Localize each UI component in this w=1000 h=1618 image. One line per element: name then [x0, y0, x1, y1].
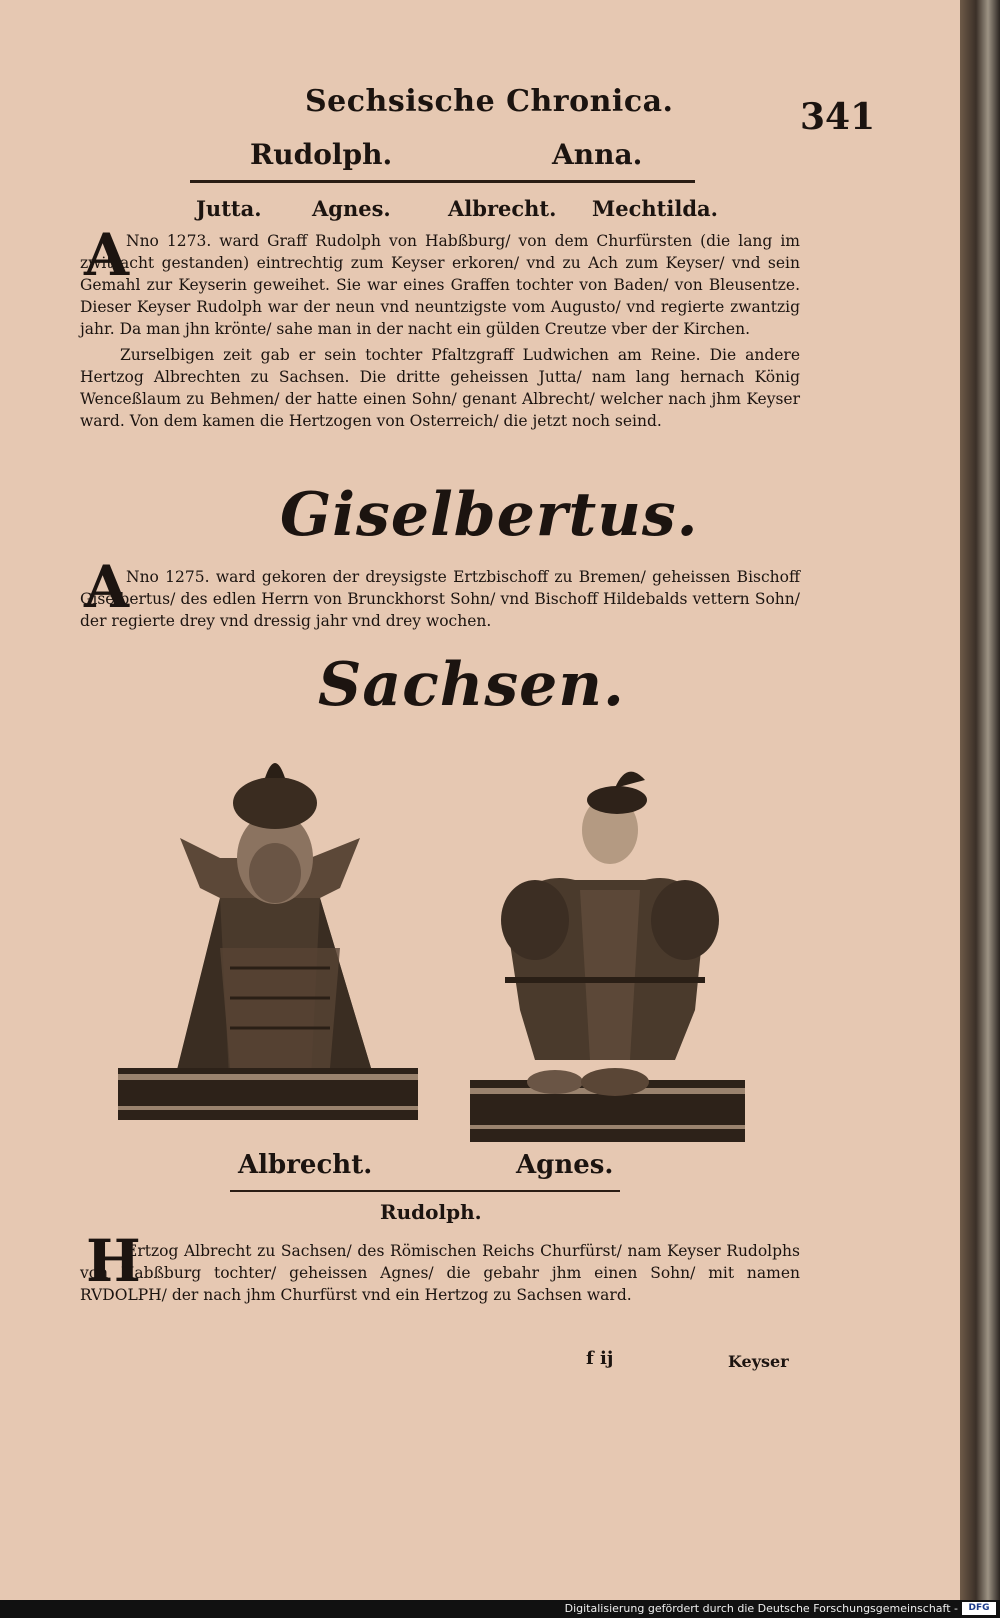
genealogy-child-albrecht: Albrecht. [448, 196, 557, 221]
rudolph-paragraph-2: Zurselbigen zeit gab er sein tochter Pfaltzgraff Ludwichen am Reine. Die andere Hertzog Albrechten zu Sachsen. Die dritte geheissen Jutta/ nam lang hernach König Wenceßlaum zu Behmen/ der hatte einen Sohn/ genant Albrecht/ welcher nach jhm Keyser ward. Von dem kamen die Hertzogen von Osterreich/ die jetzt noch seind. [80, 346, 800, 430]
section-title-giselbertus: Giselbertus. [280, 480, 699, 550]
section-title-sachsen: Sachsen. [318, 650, 625, 720]
rudolph-paragraph-1: Nno 1273. ward Graff Rudolph von Habßburg/ von dem Churfürsten (die lang im zwitracht gestanden) eintrechtig zum Keyser erkoren/ vnd zu Ach zum Keyser/ vnd sein Gemahl zur Keyserin geweihet. Sie war eines Graffen tochter von Baden/ von Bleusentze. Dieser Keyser Rudolph war der neun vnd neuntzigste vom Augusto/ vnd regierte zwantzig jahr. Da man jhn krönte/ sahe man in der nacht ein gülden Creutze vber der Kirchen. [80, 232, 800, 338]
sachsen-paragraph: Ertzog Albrecht zu Sachsen/ des Römischen Reichs Churfürst/ nam Keyser Rudolphs von Habßburg tochter/ geheissen Agnes/ die gebahr jhm einen Sohn/ mit namen RVDOLPH/ der nach jhm Churfürst vnd ein Hertzog zu Sachsen ward. [80, 1242, 800, 1304]
rudolph-text-block [80, 230, 800, 432]
genealogy-child-mechtilda: Mechtilda. [592, 196, 718, 221]
genealogy-bracket [190, 180, 695, 183]
book-page-edge [960, 0, 1000, 1600]
genealogy-connector [230, 1190, 620, 1192]
portrait-caption-agnes: Agnes. [516, 1150, 614, 1180]
drop-cap-initial: A [84, 221, 130, 289]
woodcut-portrait-albrecht [110, 748, 430, 1158]
catchword: Keyser [728, 1352, 789, 1371]
sachsen-text-block [80, 1240, 800, 1306]
drop-cap-initial: H [86, 1227, 141, 1295]
page-number: 341 [800, 96, 876, 138]
genealogy-parent-anna: Anna. [552, 138, 643, 171]
genealogy-parent-rudolph: Rudolph. [250, 138, 393, 171]
genealogy-child-jutta: Jutta. [196, 196, 262, 221]
giselbertus-text-block [80, 566, 800, 632]
drop-cap-initial: A [84, 553, 130, 621]
signature-mark: f ij [586, 1348, 614, 1369]
woodcut-portrait-agnes [465, 760, 750, 1158]
digitization-footer [0, 1600, 1000, 1618]
running-title: Sechsische Chronica. [305, 84, 674, 119]
child-caption-rudolph: Rudolph. [380, 1200, 482, 1224]
giselbertus-paragraph: Nno 1275. ward gekoren der dreysigste Ertzbischoff zu Bremen/ geheissen Bischoff Giselbertus/ des edlen Herrn von Brunckhorst Sohn/ vnd Bischoff Hildebalds vettern Sohn/ der regierte drey vnd dressig jahr vnd drey wochen. [80, 568, 800, 630]
footer-credit-text: Digitalisierung gefördert durch die Deutsche Forschungsgemeinschaft - [564, 1602, 958, 1615]
genealogy-child-agnes: Agnes. [312, 196, 391, 221]
dfg-logo: DFG [962, 1602, 996, 1615]
portrait-caption-albrecht: Albrecht. [238, 1150, 373, 1180]
